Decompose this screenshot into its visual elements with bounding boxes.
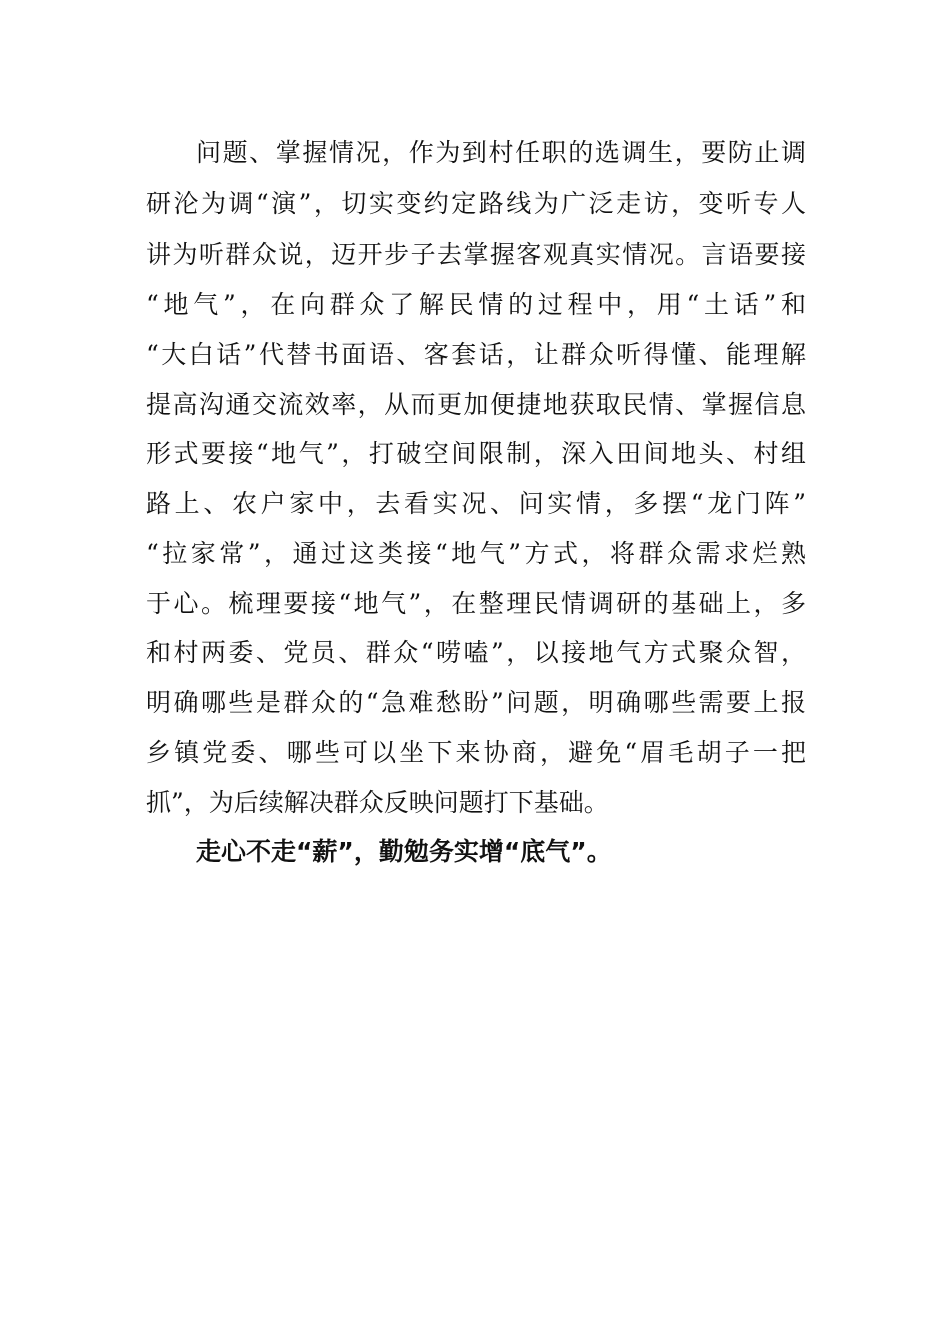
paragraph-line: “拉家常”，通过这类接“地气”方式，将群众需求烂熟 [146, 539, 806, 568]
paragraph-line: 于心。梳理要接“地气”，在整理民情调研的基础上，多 [146, 589, 806, 618]
paragraph-line: “地气”，在向群众了解民情的过程中，用“土话”和 [146, 290, 806, 319]
paragraph-line: 讲为听群众说，迈开步子去掌握客观真实情况。言语要接 [146, 240, 806, 269]
paragraph-line: 抓”，为后续解决群众反映问题打下基础。 [146, 788, 609, 817]
paragraph-line: “大白话”代替书面语、客套话，让群众听得懂、能理解 [146, 340, 806, 369]
paragraph-line: 提高沟通交流效率，从而更加便捷地获取民情、掌握信息 [146, 390, 806, 419]
paragraph-line: 乡镇党委、哪些可以坐下来协商，避免“眉毛胡子一把 [146, 738, 806, 767]
paragraph-line: 和村两委、党员、群众“唠嗑”，以接地气方式聚众智， [146, 638, 806, 667]
section-heading: 走心不走“薪”，勤勉务实增“底气”。 [196, 837, 612, 866]
paragraph-line: 问题、掌握情况，作为到村任职的选调生，要防止调 [196, 138, 806, 167]
paragraph-line: 形式要接“地气”，打破空间限制，深入田间地头、村组 [146, 439, 806, 468]
paragraph-line: 路上、农户家中，去看实况、问实情，多摆“龙门阵” [146, 489, 806, 518]
paragraph-line: 研沦为调“演”，切实变约定路线为广泛走访，变听专人 [146, 189, 806, 218]
paragraph-line: 明确哪些是群众的“急难愁盼”问题，明确哪些需要上报 [146, 688, 806, 717]
